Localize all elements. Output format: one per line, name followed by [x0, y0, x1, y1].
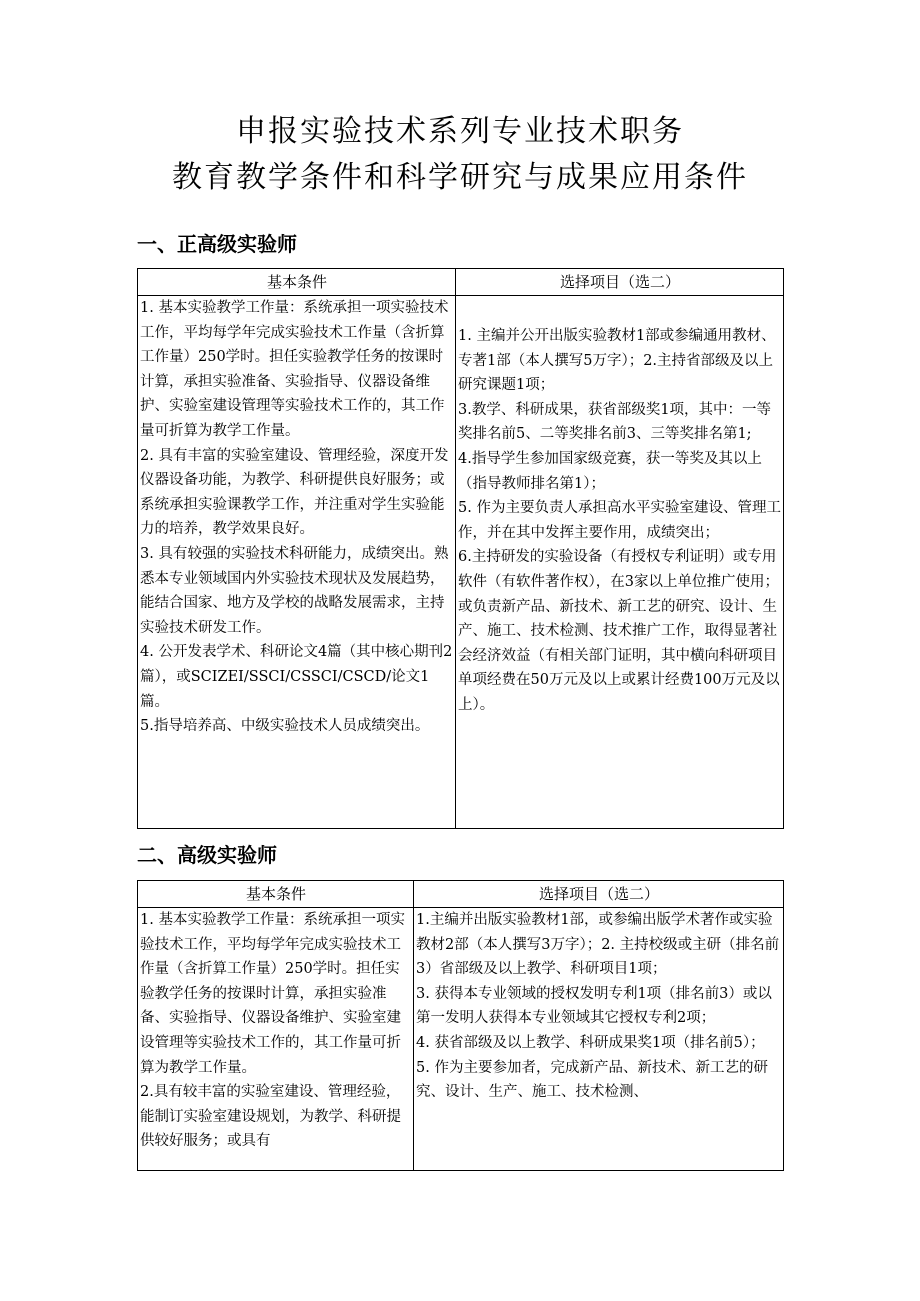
table-header-row: [138, 881, 784, 908]
list-item: 5. 作为主要负责人承担高水平实验室建设、管理工作，并在其中发挥主要作用，成绩突出；: [458, 500, 781, 541]
column-header-basic: 基本条件: [138, 881, 414, 908]
document-title-line2: 教育教学条件和科学研究与成果应用条件: [172, 160, 748, 195]
choice-items-cell: [414, 908, 784, 1171]
table-header-row: [138, 269, 784, 296]
list-item: 3.教学、科研成果，获省部级奖1项，其中：一等奖排名前5、二等奖排名前3、三等奖排名第1;: [458, 401, 772, 443]
section1-heading: 一、正高级实验师: [137, 232, 297, 256]
list-item: 6.主持研发的实验设备（有授权专利证明）或专用软件（有软件著作权），在3家以上单位推广使用；或负责新产品、新技术、新工艺的研究、设计、生产、施工、技术检测、技术推广工作，取得显著社会经济效益（有相关部门证明，其中横向科研项目单项经费在50万元及以上或累计经费100万元及以上）。: [458, 549, 780, 713]
column-header-basic: 基本条件: [138, 269, 456, 296]
section1-table: [137, 268, 784, 829]
list-item: 1. 主编并公开出版实验教材1部或参编通用教材、专著1部（本人撰写5万字）；2.主持省部级及以上研究课题1项；: [458, 328, 776, 394]
list-item: 4. 公开发表学术、科研论文4篇（其中核心期刊2篇），或SCIZEI/SSCI/CSSCI/CSCD/论文1篇。: [140, 644, 453, 710]
list-item: 1. 基本实验教学工作量：系统承担一项实验技术工作，平均每学年完成实验技术工作量（含折算工作量）250学时。担任实验教学任务的按课时计算，承担实验准备、实验指导、仪器设备维护、实验室建设管理等实验技术工作的，其工作量可折算为教学工作量。: [140, 912, 405, 1076]
choice-items-cell: [456, 296, 784, 829]
column-header-choice: 选择项目（选二）: [456, 269, 784, 296]
list-item: 4.指导学生参加国家级竞赛，获一等奖及其以上（指导教师排名第1）；: [458, 450, 762, 492]
list-item: 2.具有较丰富的实验室建设、管理经验，能制订实验室建设规划，为教学、科研提供较好服务；或具有: [140, 1084, 401, 1150]
document-title-line1: 申报实验技术系列专业技术职务: [236, 114, 684, 149]
table-row: [138, 296, 784, 829]
column-header-choice: 选择项目（选二）: [414, 881, 784, 908]
list-item: 2. 具有丰富的实验室建设、管理经验，深度开发仪器设备功能，为教学、科研提供良好服务；或系统承担实验课教学工作，并注重对学生实验能力的培养，教学效果良好。: [140, 447, 449, 538]
basic-conditions-cell: [138, 296, 456, 829]
list-item: 4. 获省部级及以上教学、科研成果奖1项（排名前5）；: [416, 1034, 765, 1051]
basic-conditions-cell: [138, 908, 414, 1171]
list-item: 1. 基本实验教学工作量：系统承担一项实验技术工作，平均每学年完成实验技术工作量（含折算工作量）250学时。担任实验教学任务的按课时计算，承担实验准备、实验指导、仪器设备维护、实验室建设管理等实验技术工作的，其工作量可折算为教学工作量。: [140, 300, 449, 439]
section2-heading: 二、高级实验师: [137, 843, 277, 867]
list-item: 5.指导培养高、中级实验技术人员成绩突出。: [140, 718, 430, 735]
list-item: 5. 作为主要参加者，完成新产品、新技术、新工艺的研究、设计、生产、施工、技术检测、: [416, 1059, 768, 1101]
list-item: 3. 获得本专业领域的授权发明专利1项（排名前3）或以第一发明人获得本专业领域其它授权专利2项；: [416, 985, 772, 1027]
list-item: 3. 具有较强的实验技术科研能力，成绩突出。熟悉本专业领域国内外实验技术现状及发展趋势，能结合国家、地方及学校的战略发展需求，主持实验技术研发工作。: [140, 545, 449, 636]
section2-table: [137, 880, 784, 1171]
table-row: [138, 908, 784, 1171]
list-item: 1.主编并出版实验教材1部，或参编出版学术著作或实验教材2部（本人撰写3万字）；2. 主持校级或主研（排名前3）省部级及以上教学、科研项目1项；: [416, 912, 780, 978]
